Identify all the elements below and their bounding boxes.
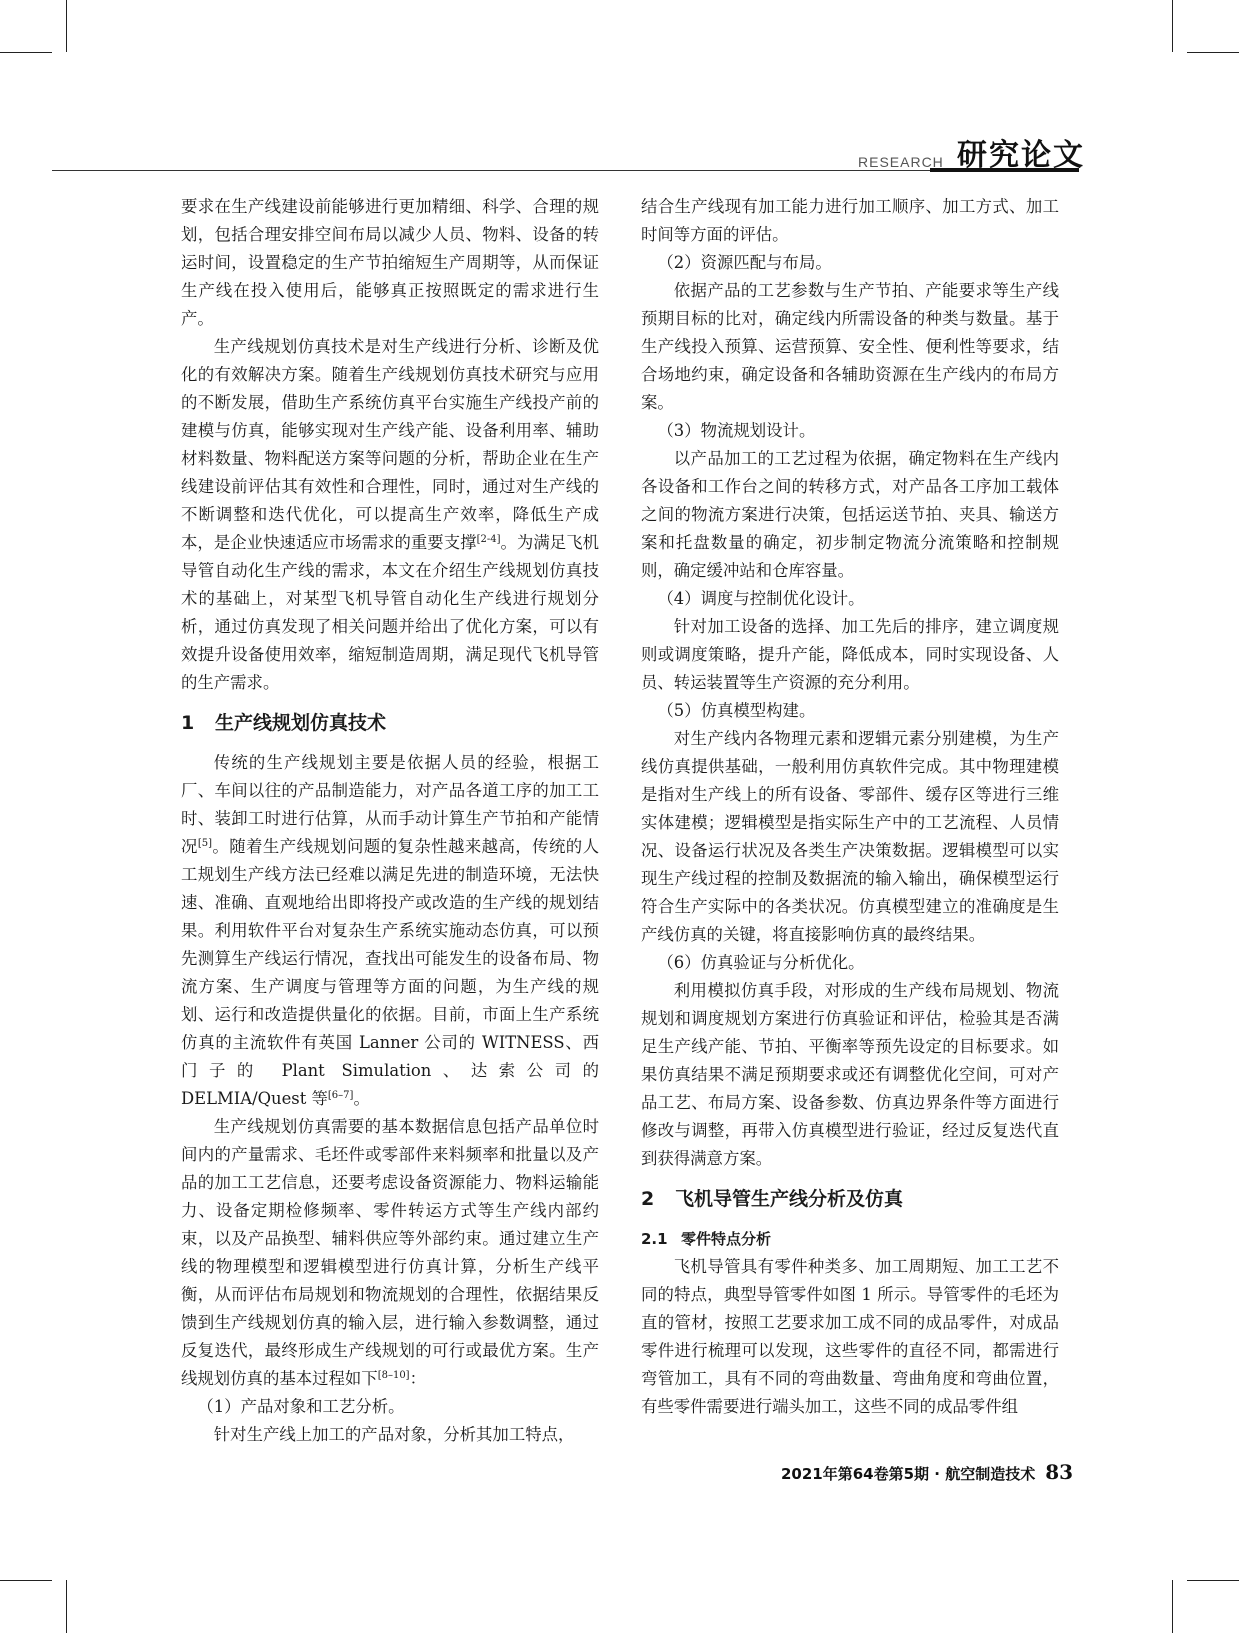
list-item: （4）调度与控制优化设计。 <box>657 589 865 608</box>
paragraph: 生产线规划仿真需要的基本数据信息包括产品单位时间内的产量需求、毛坯件或零部件来料频率和批量以及产品的加工工艺信息，还要考虑设备资源能力、物料运输能力、设备定期检修频率、零件转运方式等生产线内部约束，以及产品换型、辅料供应等外部约束。通过建立生产线的物理模型和逻辑模型进行仿真计算，分析生产线平衡，从而评估布局规划和物流规划的合理性，依据结果反馈到生产线规划仿真的输入层，进行输入参数调整，通过反复迭代，最终形成生产线规划的可行或最优方案。生产线规划仿真的基本过程如下[8–10]： <box>181 1117 599 1388</box>
section-heading: 1 生产线规划仿真技术 <box>181 712 387 734</box>
crop-mark-tr-v <box>1172 0 1173 52</box>
citation: [2-4] <box>476 534 501 545</box>
crop-mark-tl-h <box>0 52 52 53</box>
citation: [8–10] <box>377 1370 410 1381</box>
crop-mark-bl-h <box>0 1580 52 1581</box>
citation: [6–7] <box>327 1090 354 1101</box>
header-rule <box>52 170 1079 171</box>
paragraph: 针对加工设备的选择、加工先后的排序，建立调度规则或调度策略，提升产能，降低成本，同时实现设备、人员、转运装置等生产资源的充分利用。 <box>641 617 1059 692</box>
section-label-en: RESEARCH <box>858 154 944 170</box>
list-item: （6）仿真验证与分析优化。 <box>657 953 865 972</box>
paragraph: 结合生产线现有加工能力进行加工顺序、加工方式、加工时间等方面的评估。 <box>641 197 1059 244</box>
paragraph: 传统的生产线规划主要是依据人员的经验，根据工厂、车间以往的产品制造能力，对产品各道工序的加工工时、装卸工时进行估算，从而手动计算生产节拍和产能情况[5]。随着生产线规划问题的复杂性越来越高，传统的人工规划生产线方法已经难以满足先进的制造环境，无法快速、准确、直观地给出即将投产或改造的生产线的规划结果。利用软件平台对复杂生产系统实施动态仿真，可以预先测算生产线运行情况，查找出可能发生的设备布局、物流方案、生产调度与管理等方面的问题，为生产线的规划、运行和改造提供量化的依据。目前，市面上生产系统仿真的主流软件有英国 Lanner 公司的 WITNESS、西门子的 Plant Simulation、达索公司的 DELMIA/Quest 等[6–7]。 <box>181 753 600 1108</box>
paragraph: 利用模拟仿真手段，对形成的生产线布局规划、物流规划和调度规划方案进行仿真验证和评估，检验其是否满足生产线产能、节拍、平衡率等预先设定的目标要求。如果仿真结果不满足预期要求或还有调整优化空间，可对产品工艺、布局方案、设备参数、仿真边界条件等方面进行修改与调整，再带入仿真模型进行验证，经过反复迭代直到获得满意方案。 <box>641 981 1059 1168</box>
page-number: 83 <box>1045 1460 1074 1484</box>
section-heading: 2 飞机导管生产线分析及仿真 <box>641 1188 904 1210</box>
list-item: （2）资源匹配与布局。 <box>657 253 832 272</box>
list-item: （5）仿真模型构建。 <box>657 701 816 720</box>
page-footer <box>781 1460 1073 1484</box>
crop-mark-bl-v <box>66 1580 67 1633</box>
paragraph: 依据产品的工艺参数与生产节拍、产能要求等生产线预期目标的比对，确定线内所需设备的种类与数量。基于生产线投入预算、运营预算、安全性、便利性等要求，结合场地约束，确定设备和各辅助资源在生产线内的布局方案。 <box>641 281 1059 412</box>
paragraph: 生产线规划仿真技术是对生产线进行分析、诊断及优化的有效解决方案。随着生产线规划仿真技术研究与应用的不断发展，借助生产系统仿真平台实施生产线投产前的建模与仿真，能够实现对生产线产能、设备利用率、辅助材料数量、物料配送方案等问题的分析，帮助企业在生产线建设前评估其有效性和合理性，同时，通过对生产线的不断调整和迭代优化，可以提高生产效率，降低生产成本，是企业快速适应市场需求的重要支撑[2-4]。为满足飞机导管自动化生产线的需求，本文在介绍生产线规划仿真技术的基础上，对某型飞机导管自动化生产线进行规划分析，通过仿真发现了相关问题并给出了优化方案，可以有效提升设备使用效率，缩短制造周期，满足现代飞机导管的生产需求。 <box>181 337 600 692</box>
list-item: （1）产品对象和工艺分析。 <box>197 1397 405 1416</box>
subsection-heading: 2.1 零件特点分析 <box>641 1230 772 1248</box>
list-item: （3）物流规划设计。 <box>657 421 816 440</box>
paragraph: 针对生产线上加工的产品对象，分析其加工特点， <box>213 1425 575 1444</box>
crop-mark-tr-h <box>1187 52 1239 53</box>
journal-info: 2021年第64卷第5期 · 航空制造技术 <box>781 1465 1036 1483</box>
section-label-zh: 研究论文 <box>957 138 1085 173</box>
crop-mark-br-v <box>1172 1580 1173 1633</box>
citation: [5] <box>197 838 212 849</box>
crop-mark-tl-v <box>66 0 67 52</box>
left-column <box>181 193 599 1449</box>
paragraph: 以产品加工的工艺过程为依据，确定物料在生产线内各设备和工作台之间的转移方式，对产品各工序加工载体之间的物流方案进行决策，包括运送节拍、夹具、输送方案和托盘数量的确定，初步制定物流分流策略和控制规则，确定缓冲站和仓库容量。 <box>641 449 1059 580</box>
paragraph: 对生产线内各物理元素和逻辑元素分别建模，为生产线仿真提供基础，一般利用仿真软件完成。其中物理建模是指对生产线上的所有设备、零部件、缓存区等进行三维实体建模；逻辑模型是指实际生产中的工艺流程、人员情况、设备运行状况及各类生产决策数据。逻辑模型可以实现生产线过程的控制及数据流的输入输出，确保模型运行符合生产实际中的各类状况。仿真模型建立的准确度是生产线仿真的关键，将直接影响仿真的最终结果。 <box>641 729 1059 944</box>
crop-mark-br-h <box>1187 1580 1239 1581</box>
right-column <box>641 193 1059 1421</box>
paragraph: 要求在生产线建设前能够进行更加精细、科学、合理的规划，包括合理安排空间布局以减少人员、物料、设备的转运时间，设置稳定的生产节拍缩短生产周期等，从而保证生产线在投入使用后，能够真正按照既定的需求进行生产。 <box>181 197 599 328</box>
paragraph: 飞机导管具有零件种类多、加工周期短、加工工艺不同的特点，典型导管零件如图 1 所示。导管零件的毛坯为直的管材，按照工艺要求加工成不同的成品零件，对成品零件进行梳理可以发现，这些零件的直径不同，都需进行弯管加工，具有不同的弯曲数量、弯曲角度和弯曲位置，有些零件需要进行端头加工，这些不同的成品零件组 <box>641 1257 1059 1416</box>
